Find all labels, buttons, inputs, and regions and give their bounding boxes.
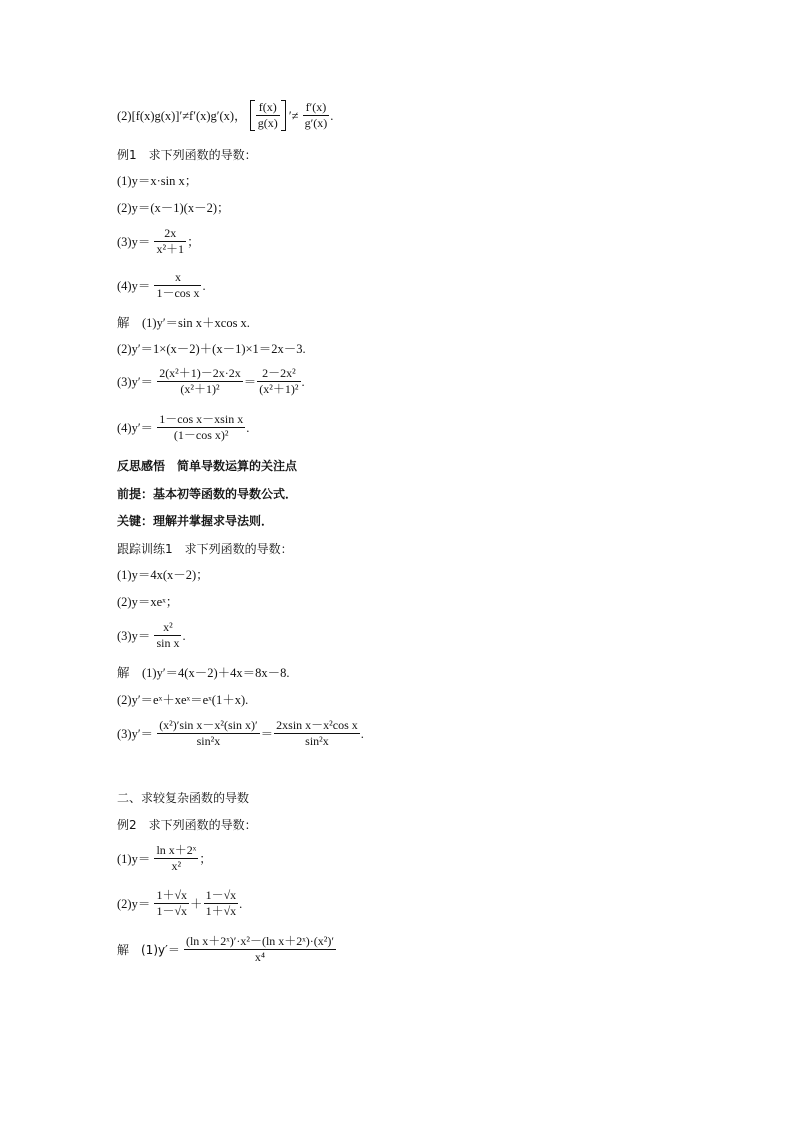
fraction-numerator: 2(x²＋1)－2x·2x [159,366,241,380]
item-label: (2)y＝ [117,896,151,911]
solution-1-item-4: (4)y′＝ $\frac{\text{1－cos x－xsin x}}{\text{(1－cos x)²}}$ . [117,412,250,442]
quotient-bracket [250,100,286,131]
fraction-denominator: sin²x [305,734,329,748]
fraction-numerator: f′(x) [303,100,330,116]
item-label: (3)y′＝ [117,374,154,389]
fraction-numerator: (x²)′sin x－x²(sin x)′ [159,718,258,732]
reflection-heading: 反思感悟 简单导数运算的关注点 [117,459,298,473]
fraction-denominator: x²＋1 [156,242,185,256]
fraction-numerator: f(x) [256,100,280,116]
example-2-title: 例2 求下列函数的导数： [117,818,257,832]
fraction-denominator: g′(x) [304,116,328,130]
example-2-item-2: (2)y＝ $\frac{1+√x}{1-√x}$ ＋ $\frac{1-√x}{1+√x}$ . [117,888,243,918]
fraction [154,270,201,301]
example-1-item-1: (1)y＝x·sin x； [117,174,198,188]
fraction [154,226,186,257]
item-label: 解 (1)y′＝ [117,942,180,957]
fraction-denominator: x⁴ [254,950,266,964]
fraction-denominator: (x²＋1)² [180,382,220,396]
key-text: 关键：理解并掌握求导法则． [117,514,274,528]
fraction-denominator: 1－√x [156,904,188,918]
example-1-item-3: (3)y＝ $\frac{2x}{\text{x²＋1}}$ ； [117,226,200,256]
example-1-title: 例1 求下列函数的导数： [117,148,257,162]
fraction-numerator: 1－√x [205,888,237,902]
fraction-numerator: ln x＋2ˣ [156,843,197,857]
fraction-denominator: sin²x [196,734,221,748]
premise-text: 前提：基本初等函数的导数公式． [117,487,298,501]
fraction-denominator: (x²＋1)² [259,382,299,396]
quotient-fraction [256,100,280,131]
fraction [154,888,189,919]
rule-note-line: (2)[f(x)g(x)]′≠f′(x)g′(x)， $\frac{f(x)}{g(x)}$ ′≠ $\frac{f'(x)}{g'(x)}$ . [117,100,334,130]
item-label: (1)y＝ [117,851,151,866]
practice-1-item-2: (2)y＝xeˣ； [117,595,179,609]
item-label: (4)y′＝ [117,420,154,435]
fraction [184,934,336,965]
practice-1-item-3: (3)y＝ $\frac{\text{x²}}{\text{sin x}}$ . [117,620,186,650]
fraction [274,718,360,749]
fraction [157,718,259,749]
solution-3-item-1 [117,934,337,965]
section-2-heading: 二、求较复杂函数的导数 [117,791,250,805]
fraction-numerator: (ln x＋2ˣ)′·x²－(ln x＋2ˣ)·(x²)′ [185,934,334,948]
example-1-item-4: (4)y＝ $\frac{x}{\text{1－cos x}}$ . [117,270,206,300]
solution-2-item-3: (3)y′＝ $\frac{\text{(x²)′sin x－x²(sin x)′}}{\text{sin²x}}$ ＝ $\frac{\text{2xsin x－x²cos x}}{\text{sin²x}}$ . [117,718,364,748]
solution-2-item-1: 解 (1)y′＝4(x－2)＋4x＝8x－8. [117,666,290,680]
fraction [154,843,198,874]
fraction-denominator: 1－cos x [156,286,200,300]
practice-1-item-1: (1)y＝4x(x－2)； [117,568,209,582]
fraction-denominator: x² [171,859,182,873]
practice-1-title: 跟踪训练1 求下列函数的导数： [117,542,293,556]
fraction-numerator: 2x [154,226,186,242]
fraction-numerator: x [154,270,201,286]
fraction [157,412,245,443]
item-label: (3)y′＝ [117,726,154,741]
rule-note-text: (2)[f(x)g(x)]′≠f′(x)g′(x)， [117,108,247,123]
fraction [154,620,181,651]
fraction [204,888,239,919]
item-label: (4)y＝ [117,278,151,293]
fraction-numerator: x² [154,620,181,636]
item-label: (3)y＝ [117,234,151,249]
fraction-numerator: 1－cos x－xsin x [159,412,244,426]
example-1-item-2: (2)y＝(x－1)(x－2)； [117,201,230,215]
fraction-denominator: 1＋√x [205,904,237,918]
solution-1-item-1: 解 (1)y′＝sin x＋xcos x. [117,316,250,330]
fraction-denominator: sin x [156,636,180,650]
solution-2-item-2: (2)y′＝eˣ＋xeˣ＝eˣ(1＋x). [117,693,249,707]
solution-1-item-2: (2)y′＝1×(x－2)＋(x－1)×1＝2x－3. [117,342,306,356]
fraction [157,366,243,397]
item-label: (3)y＝ [117,628,151,643]
example-2-item-1: (1)y＝ $\frac{\text{ln x＋2ˣ}}{\text{x²}}$ ； [117,843,212,873]
rule-note-neq: ′≠ [288,108,299,123]
solution-1-item-3: (3)y′＝ $\frac{\text{2(x²＋1)－2x·2x}}{\text{(x²＋1)²}}$ ＝ $\frac{\text{2－2x²}}{\text{(x²＋1)²}}$ . [117,366,305,396]
fraction [257,366,300,397]
fraction-numerator: 2－2x² [257,366,300,382]
fraction-denominator: g(x) [257,116,278,130]
fraction-numerator: 1＋√x [156,888,188,902]
quotient-rhs-fraction [303,100,330,131]
fraction-denominator: (1－cos x)² [173,428,229,442]
fraction-numerator: 2xsin x－x²cos x [276,718,358,732]
